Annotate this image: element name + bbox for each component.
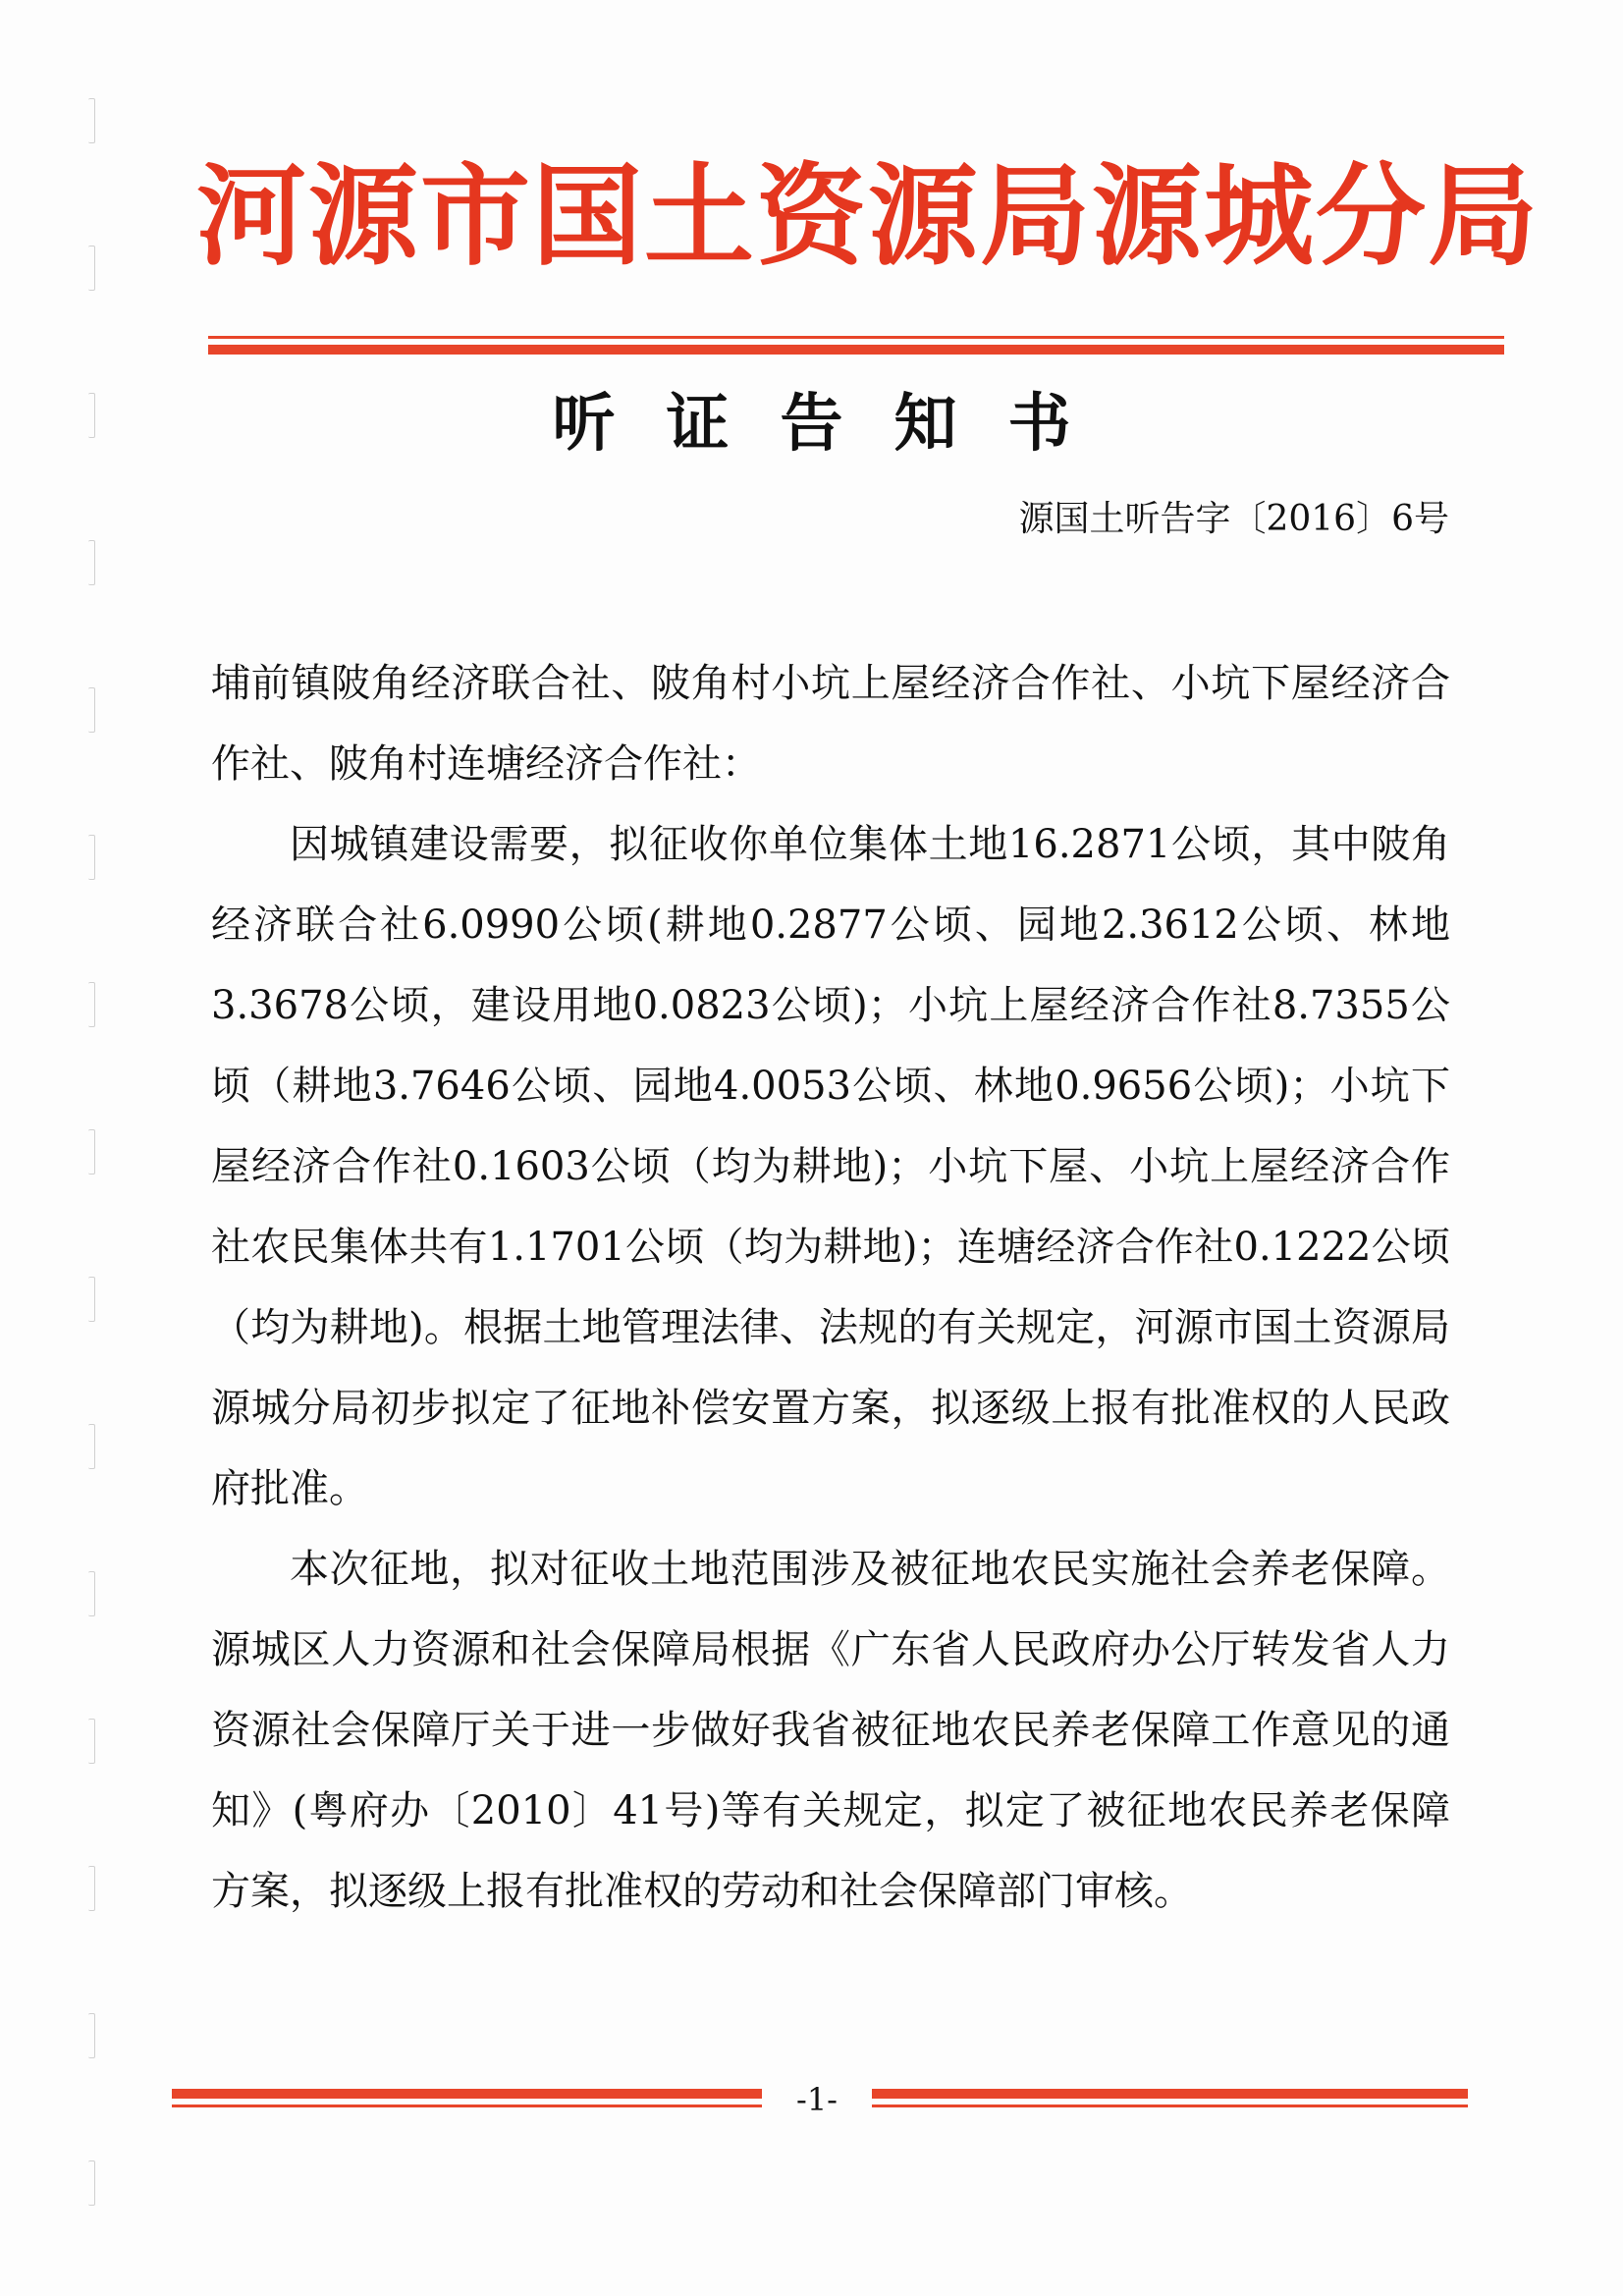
body-paragraph-1: 因城镇建设需要，拟征收你单位集体土地16.2871公顷，其中陂角经济联合社6.0990公顷(耕地0.2877公顷、园地2.3612公顷、林地3.3678公顷，建设用地0.0823公顷)；小坑上屋经济合作社8.7355公顷（耕地3.7646公顷、园地4.0053公顷、林地0.9656公顷)；小坑下屋经济合作社0.1603公顷（均为耕地)；小坑下屋、小坑上屋经济合作社农民集体共有1.1701公顷（均为耕地)；连塘经济合作社0.1222公顷（均为耕地)。根据土地管理法律、法规的有关规定，河源市国土资源局源城分局初步拟定了征地补偿安置方案，拟逐级上报有批准权的人民政府批准。 (211, 822, 1450, 1511)
document-title: 听证告知书 (552, 387, 1122, 461)
divider-thick-line (208, 345, 1504, 355)
agency-masthead: 河源市国土资源局源城分局 (196, 152, 1540, 281)
addressee: 埔前镇陂角经济联合社、陂角村小坑上屋经济合作社、小坑下屋经济合作社、陂角村连塘经济合作社： (211, 661, 1450, 787)
masthead-divider (208, 336, 1504, 355)
document-body (211, 643, 1450, 1932)
document-number: 源国土听告字〔2016〕6号 (1018, 499, 1449, 539)
page-number: -1- (762, 2080, 872, 2119)
divider-thin-line (208, 336, 1504, 339)
body-paragraph-2: 本次征地，拟对征收土地范围涉及被征地农民实施社会养老保障。源城区人力资源和社会保障局根据《广东省人民政府办公厅转发省人力资源社会保障厅关于进一步做好我省被征地农民养老保障工作意见的通知》(粤府办〔2010〕41号)等有关规定，拟定了被征地农民养老保障方案，拟逐级上报有批准权的劳动和社会保障部门审核。 (211, 1547, 1450, 1914)
